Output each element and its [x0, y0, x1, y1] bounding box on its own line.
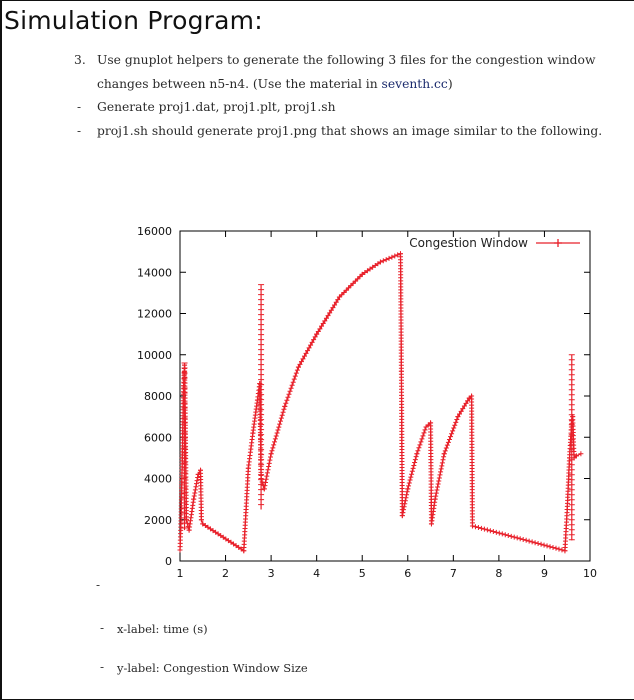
data-point: [407, 480, 412, 485]
data-point: [291, 380, 296, 385]
data-point: [268, 454, 273, 459]
data-point: [415, 448, 420, 453]
x-tick-label: 7: [449, 567, 457, 580]
data-point: [556, 547, 561, 552]
data-point: [445, 443, 450, 448]
data-point: [434, 488, 439, 493]
data-point: [265, 470, 270, 475]
x-tick-label: 3: [267, 567, 275, 580]
data-point: [400, 513, 405, 518]
data-point: [193, 487, 198, 492]
data-point: [273, 436, 278, 441]
data-point: [294, 371, 299, 376]
legend-marker: [554, 239, 562, 247]
data-point: [414, 454, 419, 459]
data-point: [408, 475, 413, 480]
data-point: [515, 535, 520, 540]
item-line-2-post: ): [447, 77, 453, 91]
data-point: [482, 527, 487, 532]
y-tick-label: 14000: [137, 266, 172, 280]
data-point: [450, 428, 455, 433]
x-tick-label: 4: [313, 567, 321, 580]
congestion-window-chart: [110, 218, 610, 588]
data-point: [578, 451, 583, 456]
data-point: [422, 427, 427, 432]
ylabel-line: y-label: Congestion Window Size: [117, 661, 308, 675]
data-point: [275, 430, 280, 435]
y-tick-label: 2000: [144, 513, 172, 527]
data-point: [402, 501, 407, 506]
data-point: [270, 445, 275, 450]
data-point: [449, 431, 454, 436]
data-point: [392, 254, 397, 259]
data-point: [193, 484, 198, 489]
data-point: [279, 416, 284, 421]
data-point: [488, 528, 493, 533]
data-point: [389, 255, 394, 260]
item-number: 3.: [74, 53, 86, 67]
data-point: [408, 478, 413, 483]
y-tick-label: 12000: [137, 307, 172, 321]
xlabel-line: x-label: time (s): [117, 622, 208, 636]
data-point: [476, 525, 481, 530]
data-point: [403, 498, 408, 503]
data-point: [494, 530, 499, 535]
data-point: [500, 531, 505, 536]
data-point: [551, 545, 556, 550]
data-point: [404, 492, 409, 497]
data-point: [406, 483, 411, 488]
data-point: [419, 436, 424, 441]
data-point: [267, 461, 272, 466]
data-point: [446, 440, 451, 445]
data-point: [384, 257, 389, 262]
data-point: [284, 398, 289, 403]
item-line-1: Use gnuplot helpers to generate the following 3 files for the congestion window: [97, 53, 596, 67]
data-point: [416, 445, 421, 450]
data-point: [194, 481, 199, 486]
y-tick-label: 10000: [137, 348, 172, 362]
data-point: [271, 442, 276, 447]
data-point: [545, 543, 550, 548]
data-point: [272, 439, 277, 444]
data-point: [447, 437, 452, 442]
data-point: [192, 490, 197, 495]
data-point: [497, 531, 502, 536]
y-tick-label: 16000: [137, 225, 172, 238]
data-point: [437, 475, 442, 480]
data-point: [266, 464, 271, 469]
bullet-dash-4: -: [100, 660, 105, 674]
data-point: [262, 486, 267, 491]
legend-label: Congestion Window: [409, 236, 528, 250]
data-point: [412, 460, 417, 465]
data-point: [288, 389, 293, 394]
data-point: [266, 467, 271, 472]
data-point: [281, 407, 286, 412]
data-point: [381, 258, 386, 263]
data-point: [518, 536, 523, 541]
data-point: [264, 477, 269, 482]
data-point: [267, 458, 272, 463]
data-point: [559, 547, 564, 552]
bullet-dash-3: -: [100, 621, 105, 635]
bullet-1-text: Generate proj1.dat, proj1.plt, proj1.sh: [97, 100, 336, 114]
item-line-2-pre: changes between n5-n4. (Use the material in: [97, 77, 382, 91]
series-line: [180, 254, 581, 551]
data-point: [512, 535, 517, 540]
data-point: [439, 466, 444, 471]
data-point: [553, 546, 558, 551]
data-point: [410, 469, 415, 474]
data-point: [191, 497, 196, 502]
data-point: [418, 439, 423, 444]
data-point: [454, 417, 459, 422]
page-title: Simulation Program:: [4, 6, 263, 35]
x-tick-label: 5: [358, 567, 366, 580]
data-point: [269, 451, 274, 456]
data-point: [442, 451, 447, 456]
data-point: [264, 474, 269, 479]
data-point: [530, 539, 535, 544]
data-point: [421, 430, 426, 435]
data-point: [275, 428, 280, 433]
data-point: [274, 433, 279, 438]
y-tick-label: 8000: [144, 390, 172, 403]
data-point: [411, 463, 416, 468]
data-point: [533, 540, 538, 545]
bullet-2-text: proj1.sh should generate proj1.png that shows an image similar to the following.: [97, 124, 603, 138]
data-point: [277, 422, 282, 427]
data-point: [433, 497, 438, 502]
data-point: [292, 377, 297, 382]
data-point: [453, 420, 458, 425]
data-point: [436, 478, 441, 483]
data-point: [276, 425, 281, 430]
data-point: [438, 469, 443, 474]
data-point: [539, 542, 544, 547]
data-point: [280, 413, 285, 418]
data-point: [521, 537, 526, 542]
data-point: [414, 451, 419, 456]
data-point: [405, 489, 410, 494]
y-tick-label: 6000: [144, 431, 172, 445]
data-point: [281, 410, 286, 415]
data-point: [451, 426, 456, 431]
data-point: [536, 541, 541, 546]
data-point: [485, 527, 490, 532]
plot-frame: [180, 231, 590, 561]
bullet-dash-1: -: [77, 100, 82, 114]
stray-mark: -: [96, 578, 101, 592]
x-tick-label: 10: [583, 567, 597, 580]
data-point: [286, 392, 291, 397]
data-point: [548, 544, 553, 549]
data-point: [443, 448, 448, 453]
data-point: [444, 446, 449, 451]
data-point: [285, 395, 290, 400]
seventh-cc-link[interactable]: seventh.cc: [381, 77, 448, 91]
data-point: [409, 472, 414, 477]
data-point: [470, 523, 475, 528]
data-point: [542, 543, 547, 548]
item-line-2: [97, 77, 453, 91]
data-point: [440, 460, 445, 465]
data-point: [503, 532, 508, 537]
data-point: [509, 534, 514, 539]
data-point: [403, 495, 408, 500]
data-point: [192, 494, 197, 499]
x-tick-label: 8: [495, 567, 503, 580]
data-point: [290, 383, 295, 388]
x-tick-label: 6: [404, 567, 412, 580]
data-point: [411, 466, 416, 471]
y-tick-label: 0: [165, 555, 172, 568]
data-point: [439, 463, 444, 468]
data-point: [295, 368, 300, 373]
data-point: [269, 448, 274, 453]
data-point: [420, 433, 425, 438]
x-tick-label: 9: [540, 567, 548, 580]
data-point: [293, 374, 298, 379]
x-tick-label: 1: [176, 567, 184, 580]
data-point: [479, 526, 484, 531]
data-point: [387, 256, 392, 261]
data-point: [282, 404, 287, 409]
data-point: [506, 533, 511, 538]
data-point: [441, 454, 446, 459]
y-tick-label: 4000: [144, 472, 172, 486]
data-point: [417, 442, 422, 447]
data-point: [448, 434, 453, 439]
data-point: [441, 457, 446, 462]
data-point: [413, 457, 418, 462]
data-point: [491, 529, 496, 534]
data-point: [433, 494, 438, 499]
data-point: [435, 485, 440, 490]
data-point: [437, 472, 442, 477]
data-point: [527, 539, 532, 544]
data-point: [524, 538, 529, 543]
data-point: [473, 524, 478, 529]
data-point: [434, 491, 439, 496]
data-point: [452, 423, 457, 428]
data-point: [436, 482, 441, 487]
data-point: [405, 486, 410, 491]
data-point: [289, 386, 294, 391]
x-tick-label: 2: [222, 567, 230, 580]
bullet-dash-2: -: [77, 124, 82, 138]
data-point: [283, 401, 288, 406]
data-point: [278, 419, 283, 424]
data-point: [400, 510, 405, 515]
